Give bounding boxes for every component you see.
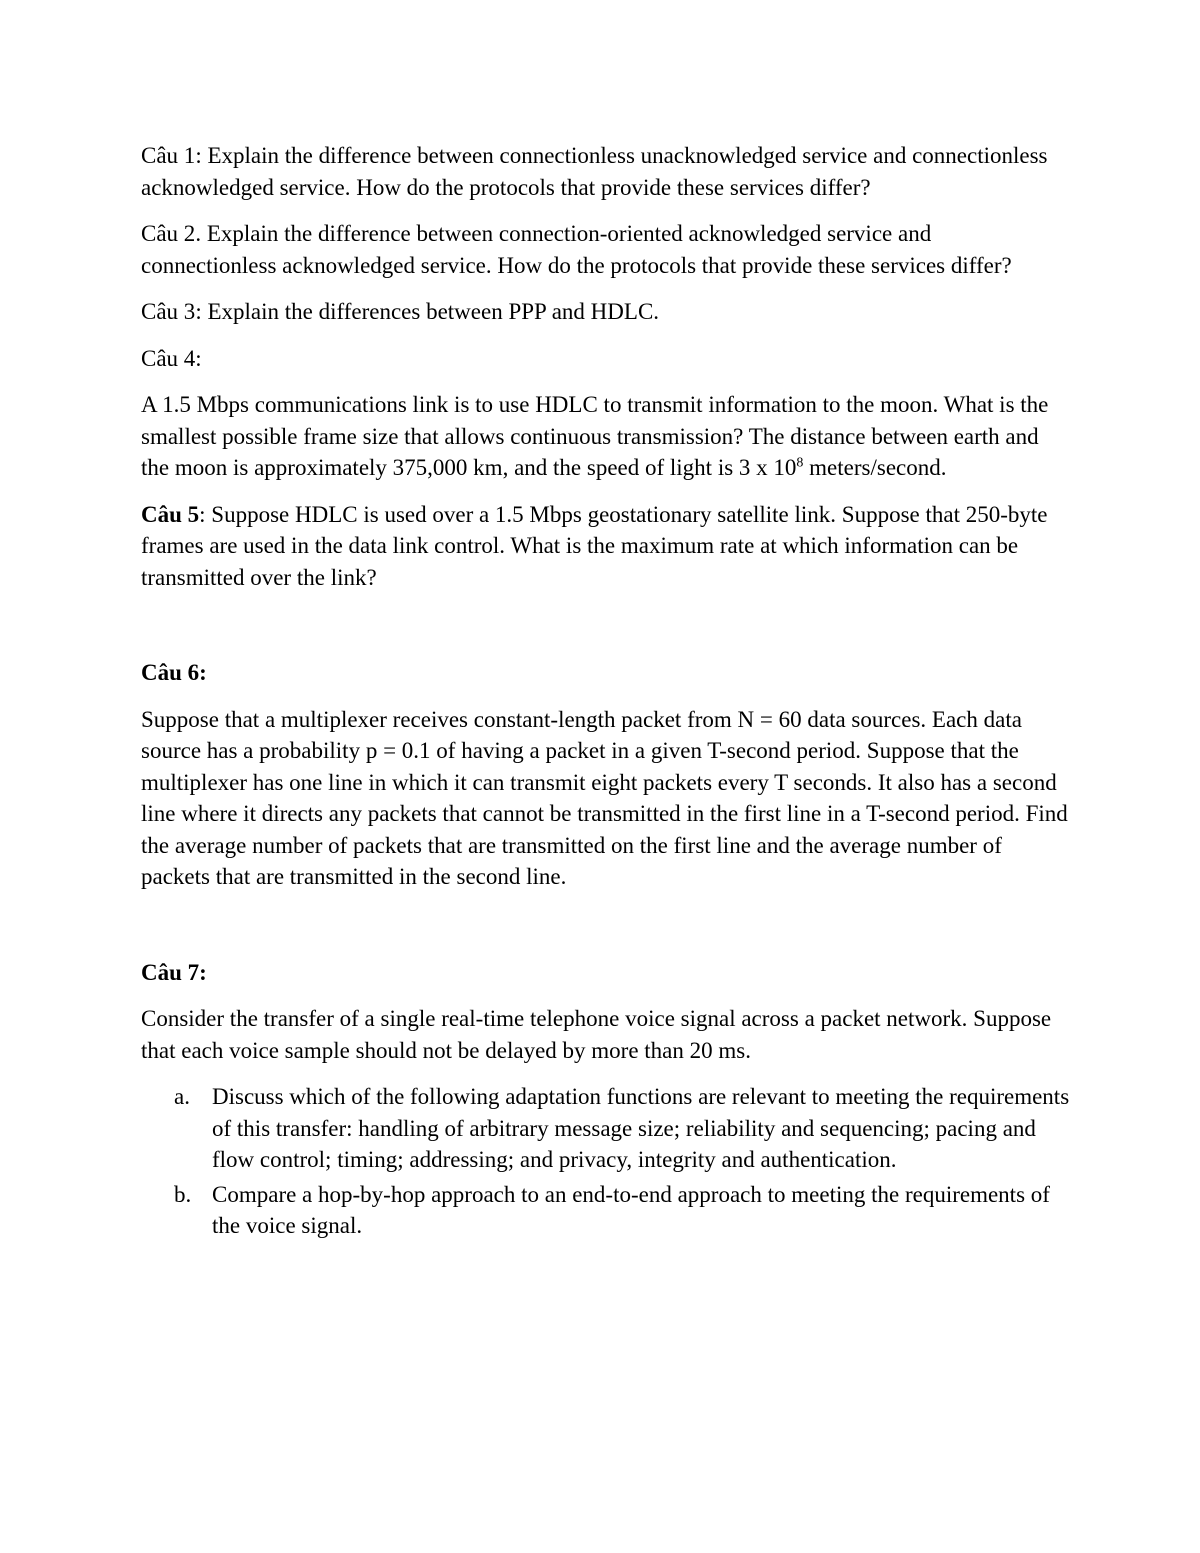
question-6-text: Suppose that a multiplexer receives constant-length packet from N = 60 data sources. Each data source has a probability p = 0.1 of having a packet in a given T-second period. Suppose that the multiplexer has one line in which it can transmit eight packets every T seconds. It also has a second line where it directs any packets that cannot be transmitted in the first line in a T-second period. Find the average number of packets that are transmitted on the first line and the average number of packets that are transmitted in the second line. (141, 706, 1068, 889)
question-1-text: : Explain the difference between connectionless unacknowledged service and connectionless acknowledged service. How do the protocols that provide these services differ? (141, 143, 1048, 200)
list-item (141, 1081, 1071, 1176)
question-6-label (141, 657, 1071, 689)
question-1 (141, 140, 1071, 203)
question-3 (141, 296, 1071, 328)
question-2 (141, 218, 1071, 281)
list-item (141, 1179, 1071, 1242)
question-4-text (141, 389, 1071, 484)
question-5 (141, 499, 1071, 594)
question-5-label: Câu 5 (141, 501, 200, 527)
question-7-list (141, 1081, 1071, 1242)
list-marker: b. (174, 1181, 192, 1207)
question-3-text: : Explain the differences between PPP and HDLC. (195, 299, 660, 324)
question-6-label-bold: Câu 6: (141, 660, 207, 685)
question-4-text-main: A 1.5 Mbps communications link is to use HDLC to transmit information to the moon. What is the smallest possible frame size that allows continuous transmission? The distance between earth and the moon is approximately 375,000 km, and the speed of light is 3 x 10 (141, 392, 1049, 480)
question-7-text: Consider the transfer of a single real-time telephone voice signal across a packet network. Suppose that each voice sample should not be delayed by more than 20 ms. (141, 1006, 1052, 1063)
question-5-text: : Suppose HDLC is used over a 1.5 Mbps geostationary satellite link. Suppose that 250-byte frames are used in the data link control. What is the maximum rate at which information can be transmitted over the link? (141, 501, 1048, 590)
exponent: 8 (796, 455, 804, 471)
question-7-label (141, 957, 1071, 989)
list-item-text: Discuss which of the following adaptation functions are relevant to meeting the requirements of this transfer: handling of arbitrary message size; reliability and sequencing; pacing and flow control; timing; addressing; and privacy, integrity and authentication. (212, 1084, 1070, 1172)
question-1-label: Câu 1 (141, 143, 196, 168)
question-4-text-end: meters/second. (803, 455, 947, 480)
list-item-text: Compare a hop-by-hop approach to an end-to-end approach to meeting the requirements of the voice signal. (212, 1181, 1050, 1238)
document-page (141, 140, 1071, 1245)
question-4-label: Câu 4: (141, 345, 202, 371)
question-7-label-bold: Câu 7: (141, 959, 207, 985)
question-3-label: Câu 3 (141, 299, 196, 324)
list-marker: a. (174, 1084, 190, 1109)
question-2-label: Câu 2 (141, 221, 196, 246)
question-2-text: . Explain the difference between connection-oriented acknowledged service and connectionless acknowledged service. How do the protocols that provide these services differ? (141, 221, 1012, 278)
